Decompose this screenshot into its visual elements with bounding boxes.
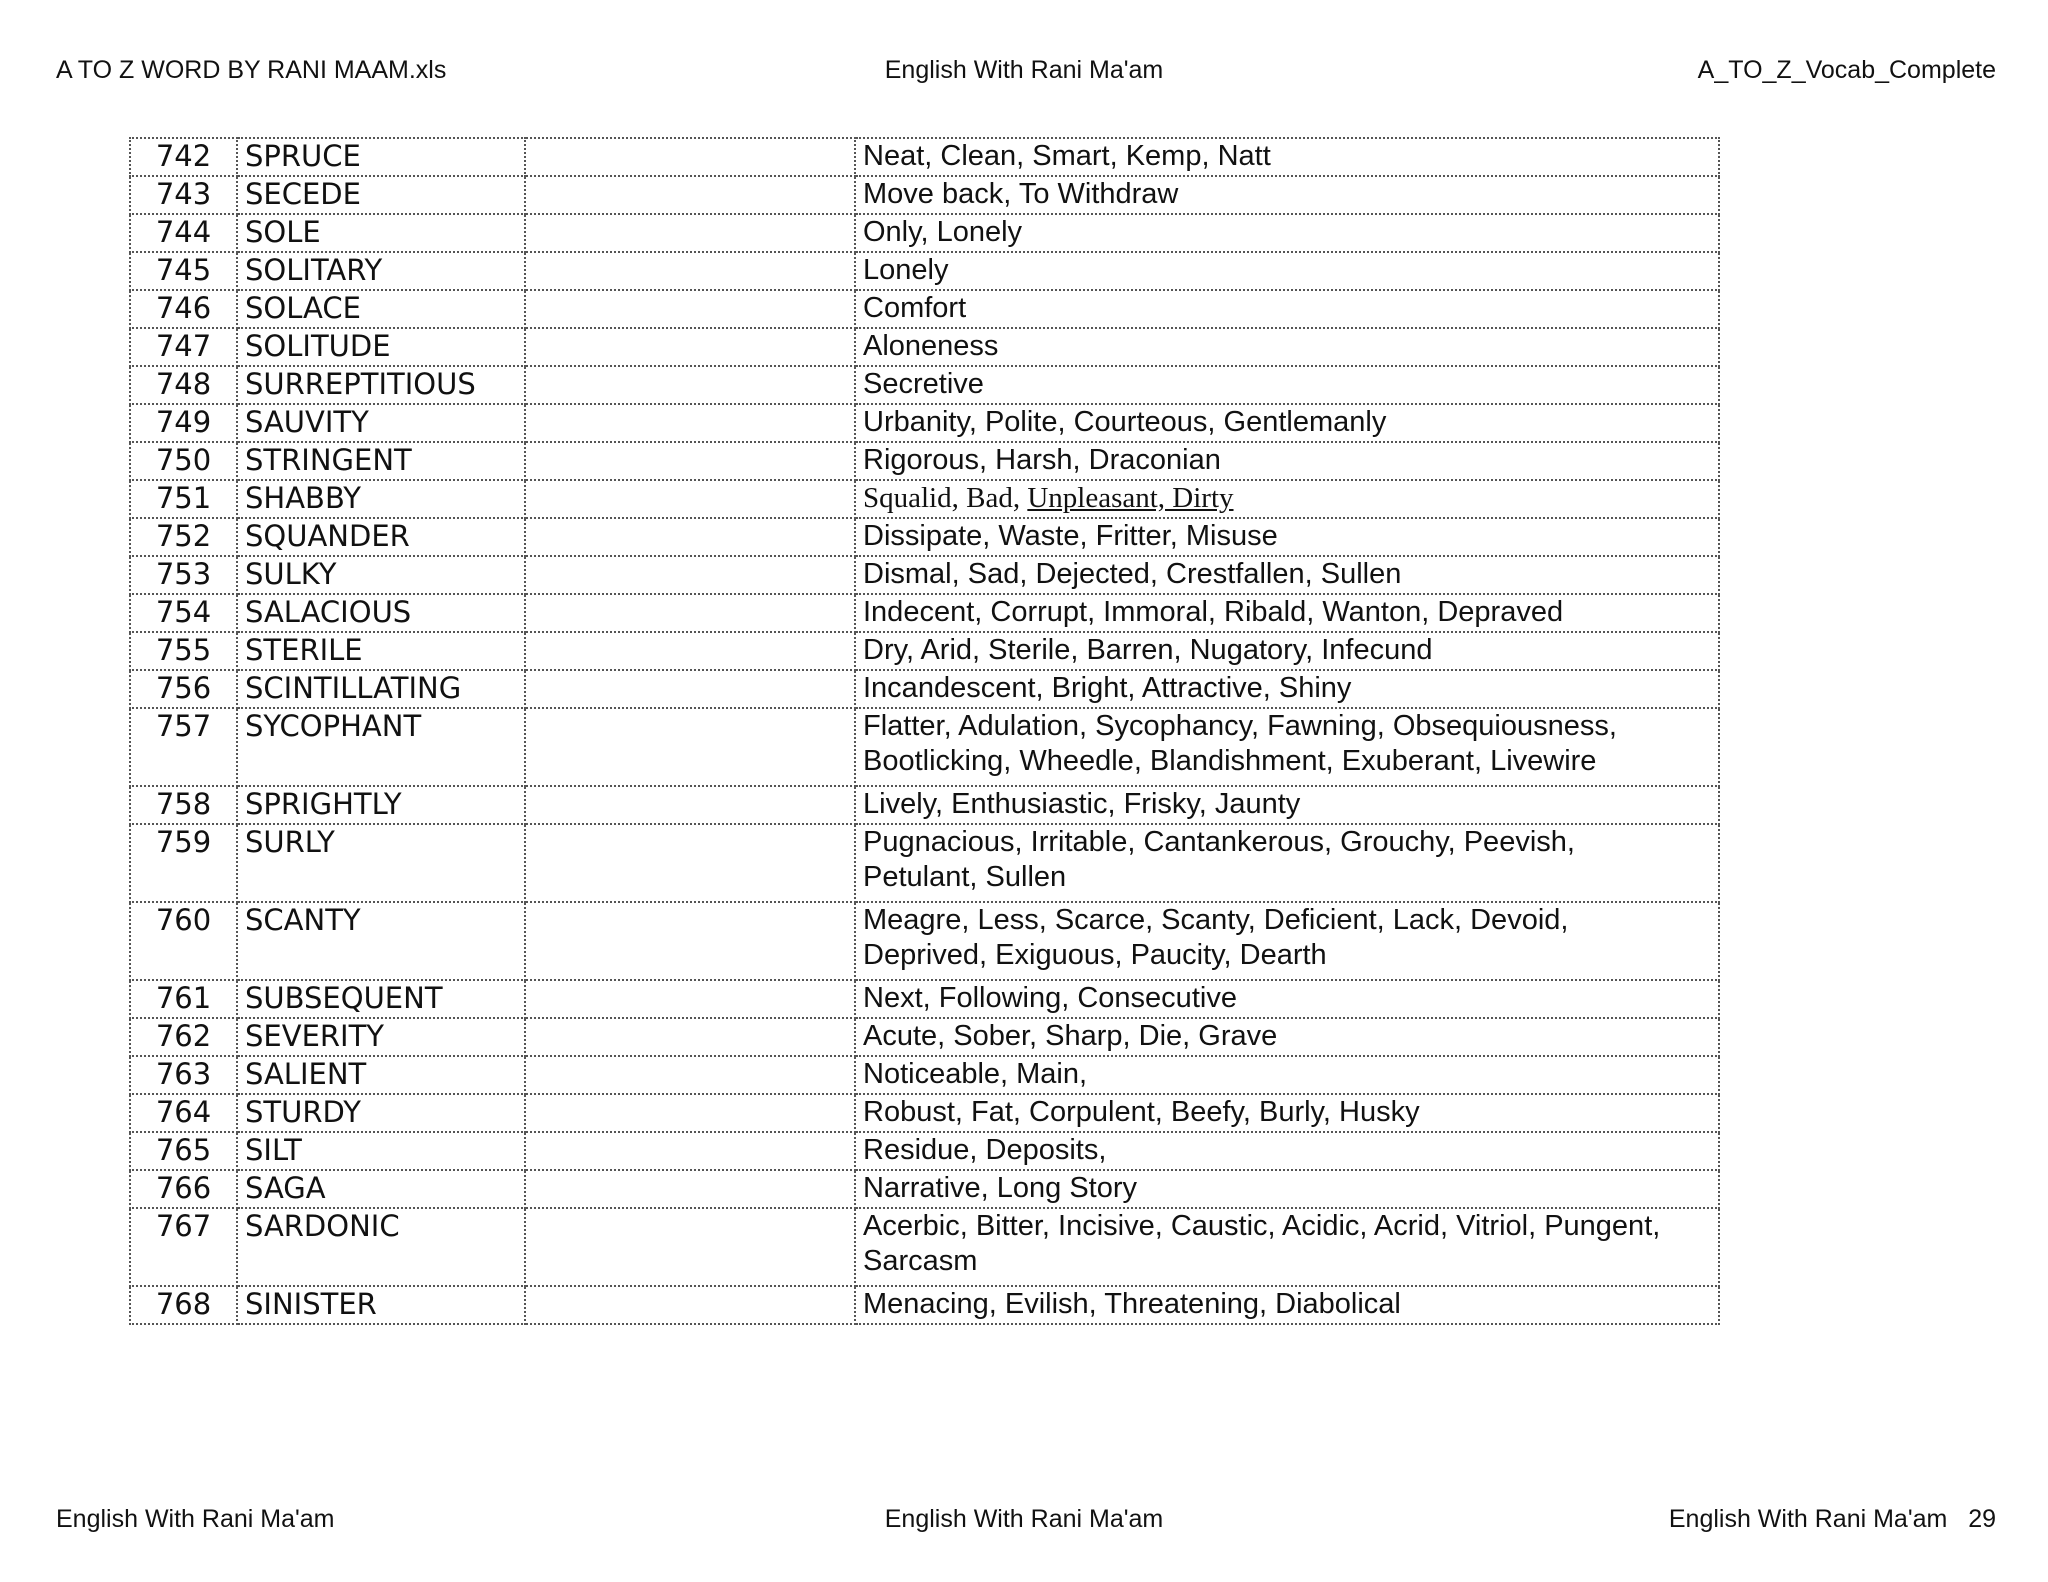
meaning-cell [855,1094,1719,1132]
word-cell: SALIENT [237,1056,525,1094]
meaning-text-line2: Deprived, Exiguous, Paucity, Dearth [863,939,1327,971]
footer-right [1669,1505,1996,1534]
row-number: 753 [130,556,237,594]
row-number: 763 [130,1056,237,1094]
word-cell: SPRUCE [237,138,525,176]
table-row [130,1170,1719,1208]
word-cell: SAUVITY [237,404,525,442]
table-row [130,442,1719,480]
empty-cell [525,404,855,442]
word-cell: SPRIGHTLY [237,786,525,824]
row-number: 759 [130,824,237,902]
empty-cell [525,786,855,824]
meaning-text-underlined: Unpleasant, Dirty [1027,482,1234,514]
word-cell: STURDY [237,1094,525,1132]
header-filename: A TO Z WORD BY RANI MAAM.xls [56,56,447,84]
meaning-text: Next, Following, Consecutive [863,982,1237,1014]
row-number: 747 [130,328,237,366]
meaning-cell [855,824,1719,902]
meaning-cell [855,1286,1719,1324]
row-number: 761 [130,980,237,1018]
footer-center: English With Rani Ma'am [884,1505,1164,1533]
row-number: 760 [130,902,237,980]
table-row [130,980,1719,1018]
table-row [130,1208,1719,1286]
meaning-cell [855,1208,1719,1286]
empty-cell [525,518,855,556]
word-cell: SOLE [237,214,525,252]
row-number: 749 [130,404,237,442]
meaning-text: Pugnacious, Irritable, Cantankerous, Grouchy, Peevish, [863,826,1575,858]
word-cell: SOLACE [237,290,525,328]
word-cell: SEVERITY [237,1018,525,1056]
row-number: 752 [130,518,237,556]
meaning-cell [855,214,1719,252]
meaning-text: Squalid, Bad, [863,482,1028,514]
meaning-cell [855,518,1719,556]
meaning-text: Secretive [863,368,984,400]
word-cell: SCANTY [237,902,525,980]
meaning-text: Dry, Arid, Sterile, Barren, Nugatory, Infecund [863,634,1433,666]
table-row [130,138,1719,176]
header-sheet-name: A_TO_Z_Vocab_Complete [1697,56,1996,84]
empty-cell [525,1094,855,1132]
word-cell: SECEDE [237,176,525,214]
meaning-cell [855,480,1719,518]
meaning-cell [855,670,1719,708]
row-number: 744 [130,214,237,252]
word-cell: SCINTILLATING [237,670,525,708]
page-number: 29 [1968,1505,1996,1533]
meaning-text-line2: Bootlicking, Wheedle, Blandishment, Exuberant, Livewire [863,745,1597,777]
empty-cell [525,594,855,632]
meaning-text: Aloneness [863,330,999,362]
word-cell: SYCOPHANT [237,708,525,786]
empty-cell [525,824,855,902]
row-number: 758 [130,786,237,824]
word-cell: SALACIOUS [237,594,525,632]
empty-cell [525,176,855,214]
table-row [130,1286,1719,1324]
meaning-text: Incandescent, Bright, Attractive, Shiny [863,672,1352,704]
table-row [130,902,1719,980]
meaning-cell [855,442,1719,480]
meaning-cell [855,980,1719,1018]
row-number: 743 [130,176,237,214]
table-row [130,556,1719,594]
table-row [130,786,1719,824]
row-number: 748 [130,366,237,404]
meaning-text: Dismal, Sad, Dejected, Crestfallen, Sullen [863,558,1402,590]
row-number: 767 [130,1208,237,1286]
empty-cell [525,670,855,708]
meaning-text: Residue, Deposits, [863,1134,1107,1166]
table-row [130,480,1719,518]
empty-cell [525,1170,855,1208]
meaning-cell [855,328,1719,366]
meaning-cell [855,176,1719,214]
meaning-cell [855,594,1719,632]
row-number: 742 [130,138,237,176]
meaning-text: Acerbic, Bitter, Incisive, Caustic, Acidic, Acrid, Vitriol, Pungent, [863,1210,1661,1242]
row-number: 768 [130,1286,237,1324]
table-row [130,632,1719,670]
meaning-text: Lonely [863,254,949,286]
word-cell: SOLITARY [237,252,525,290]
meaning-text: Move back, To Withdraw [863,178,1179,210]
row-number: 751 [130,480,237,518]
meaning-text-line2: Petulant, Sullen [863,861,1067,893]
table-row [130,594,1719,632]
table-row [130,1056,1719,1094]
table-row [130,708,1719,786]
word-cell: SOLITUDE [237,328,525,366]
empty-cell [525,442,855,480]
empty-cell [525,1132,855,1170]
row-number: 754 [130,594,237,632]
table-row [130,328,1719,366]
meaning-text: Noticeable, Main, [863,1058,1088,1090]
meaning-cell [855,404,1719,442]
empty-cell [525,1018,855,1056]
meaning-text: Flatter, Adulation, Sycophancy, Fawning, Obsequiousness, [863,710,1617,742]
meaning-text: Narrative, Long Story [863,1172,1138,1204]
meaning-text: Indecent, Corrupt, Immoral, Ribald, Wanton, Depraved [863,596,1564,628]
word-cell: SURREPTITIOUS [237,366,525,404]
meaning-text: Acute, Sober, Sharp, Die, Grave [863,1020,1278,1052]
empty-cell [525,290,855,328]
table-row [130,366,1719,404]
row-number: 755 [130,632,237,670]
meaning-text: Meagre, Less, Scarce, Scanty, Deficient, Lack, Devoid, [863,904,1569,936]
word-cell: SAGA [237,1170,525,1208]
meaning-text: Comfort [863,292,967,324]
table-row [130,824,1719,902]
empty-cell [525,980,855,1018]
table-row [130,1094,1719,1132]
meaning-cell [855,708,1719,786]
table-row [130,252,1719,290]
meaning-cell [855,1056,1719,1094]
meaning-text: Neat, Clean, Smart, Kemp, Natt [863,140,1271,172]
meaning-text: Menacing, Evilish, Threatening, Diabolical [863,1288,1401,1320]
empty-cell [525,480,855,518]
meaning-cell [855,632,1719,670]
empty-cell [525,708,855,786]
row-number: 766 [130,1170,237,1208]
table-row [130,176,1719,214]
table-row [130,1132,1719,1170]
word-cell: SINISTER [237,1286,525,1324]
row-number: 765 [130,1132,237,1170]
table-row [130,1018,1719,1056]
meaning-cell [855,366,1719,404]
meaning-cell [855,138,1719,176]
table-row [130,518,1719,556]
empty-cell [525,366,855,404]
word-cell: SHABBY [237,480,525,518]
meaning-text: Urbanity, Polite, Courteous, Gentlemanly [863,406,1387,438]
empty-cell [525,902,855,980]
meaning-cell [855,786,1719,824]
meaning-text: Lively, Enthusiastic, Frisky, Jaunty [863,788,1301,820]
table-row [130,670,1719,708]
row-number: 756 [130,670,237,708]
empty-cell [525,1056,855,1094]
meaning-cell [855,556,1719,594]
empty-cell [525,556,855,594]
empty-cell [525,1286,855,1324]
meaning-cell [855,290,1719,328]
empty-cell [525,138,855,176]
meaning-cell [855,1132,1719,1170]
meaning-text: Only, Lonely [863,216,1023,248]
footer-left: English With Rani Ma'am [56,1505,335,1533]
row-number: 746 [130,290,237,328]
empty-cell [525,252,855,290]
table-row [130,290,1719,328]
word-cell: SILT [237,1132,525,1170]
row-number: 745 [130,252,237,290]
meaning-cell [855,902,1719,980]
word-cell: SURLY [237,824,525,902]
word-cell: SUBSEQUENT [237,980,525,1018]
empty-cell [525,1208,855,1286]
meaning-text-line2: Sarcasm [863,1245,978,1277]
empty-cell [525,328,855,366]
empty-cell [525,214,855,252]
meaning-text: Rigorous, Harsh, Draconian [863,444,1221,476]
meaning-text: Dissipate, Waste, Fritter, Misuse [863,520,1278,552]
word-cell: STERILE [237,632,525,670]
meaning-cell [855,1018,1719,1056]
row-number: 762 [130,1018,237,1056]
empty-cell [525,632,855,670]
table-row [130,404,1719,442]
word-cell: SULKY [237,556,525,594]
row-number: 757 [130,708,237,786]
header-title: English With Rani Ma'am [884,56,1164,84]
word-cell: STRINGENT [237,442,525,480]
table-row [130,214,1719,252]
word-cell: SARDONIC [237,1208,525,1286]
meaning-text: Robust, Fat, Corpulent, Beefy, Burly, Husky [863,1096,1420,1128]
meaning-cell [855,252,1719,290]
vocab-table [129,137,1720,1325]
word-cell: SQUANDER [237,518,525,556]
row-number: 764 [130,1094,237,1132]
meaning-cell [855,1170,1719,1208]
footer-right-text: English With Rani Ma'am [1668,1505,1948,1533]
row-number: 750 [130,442,237,480]
